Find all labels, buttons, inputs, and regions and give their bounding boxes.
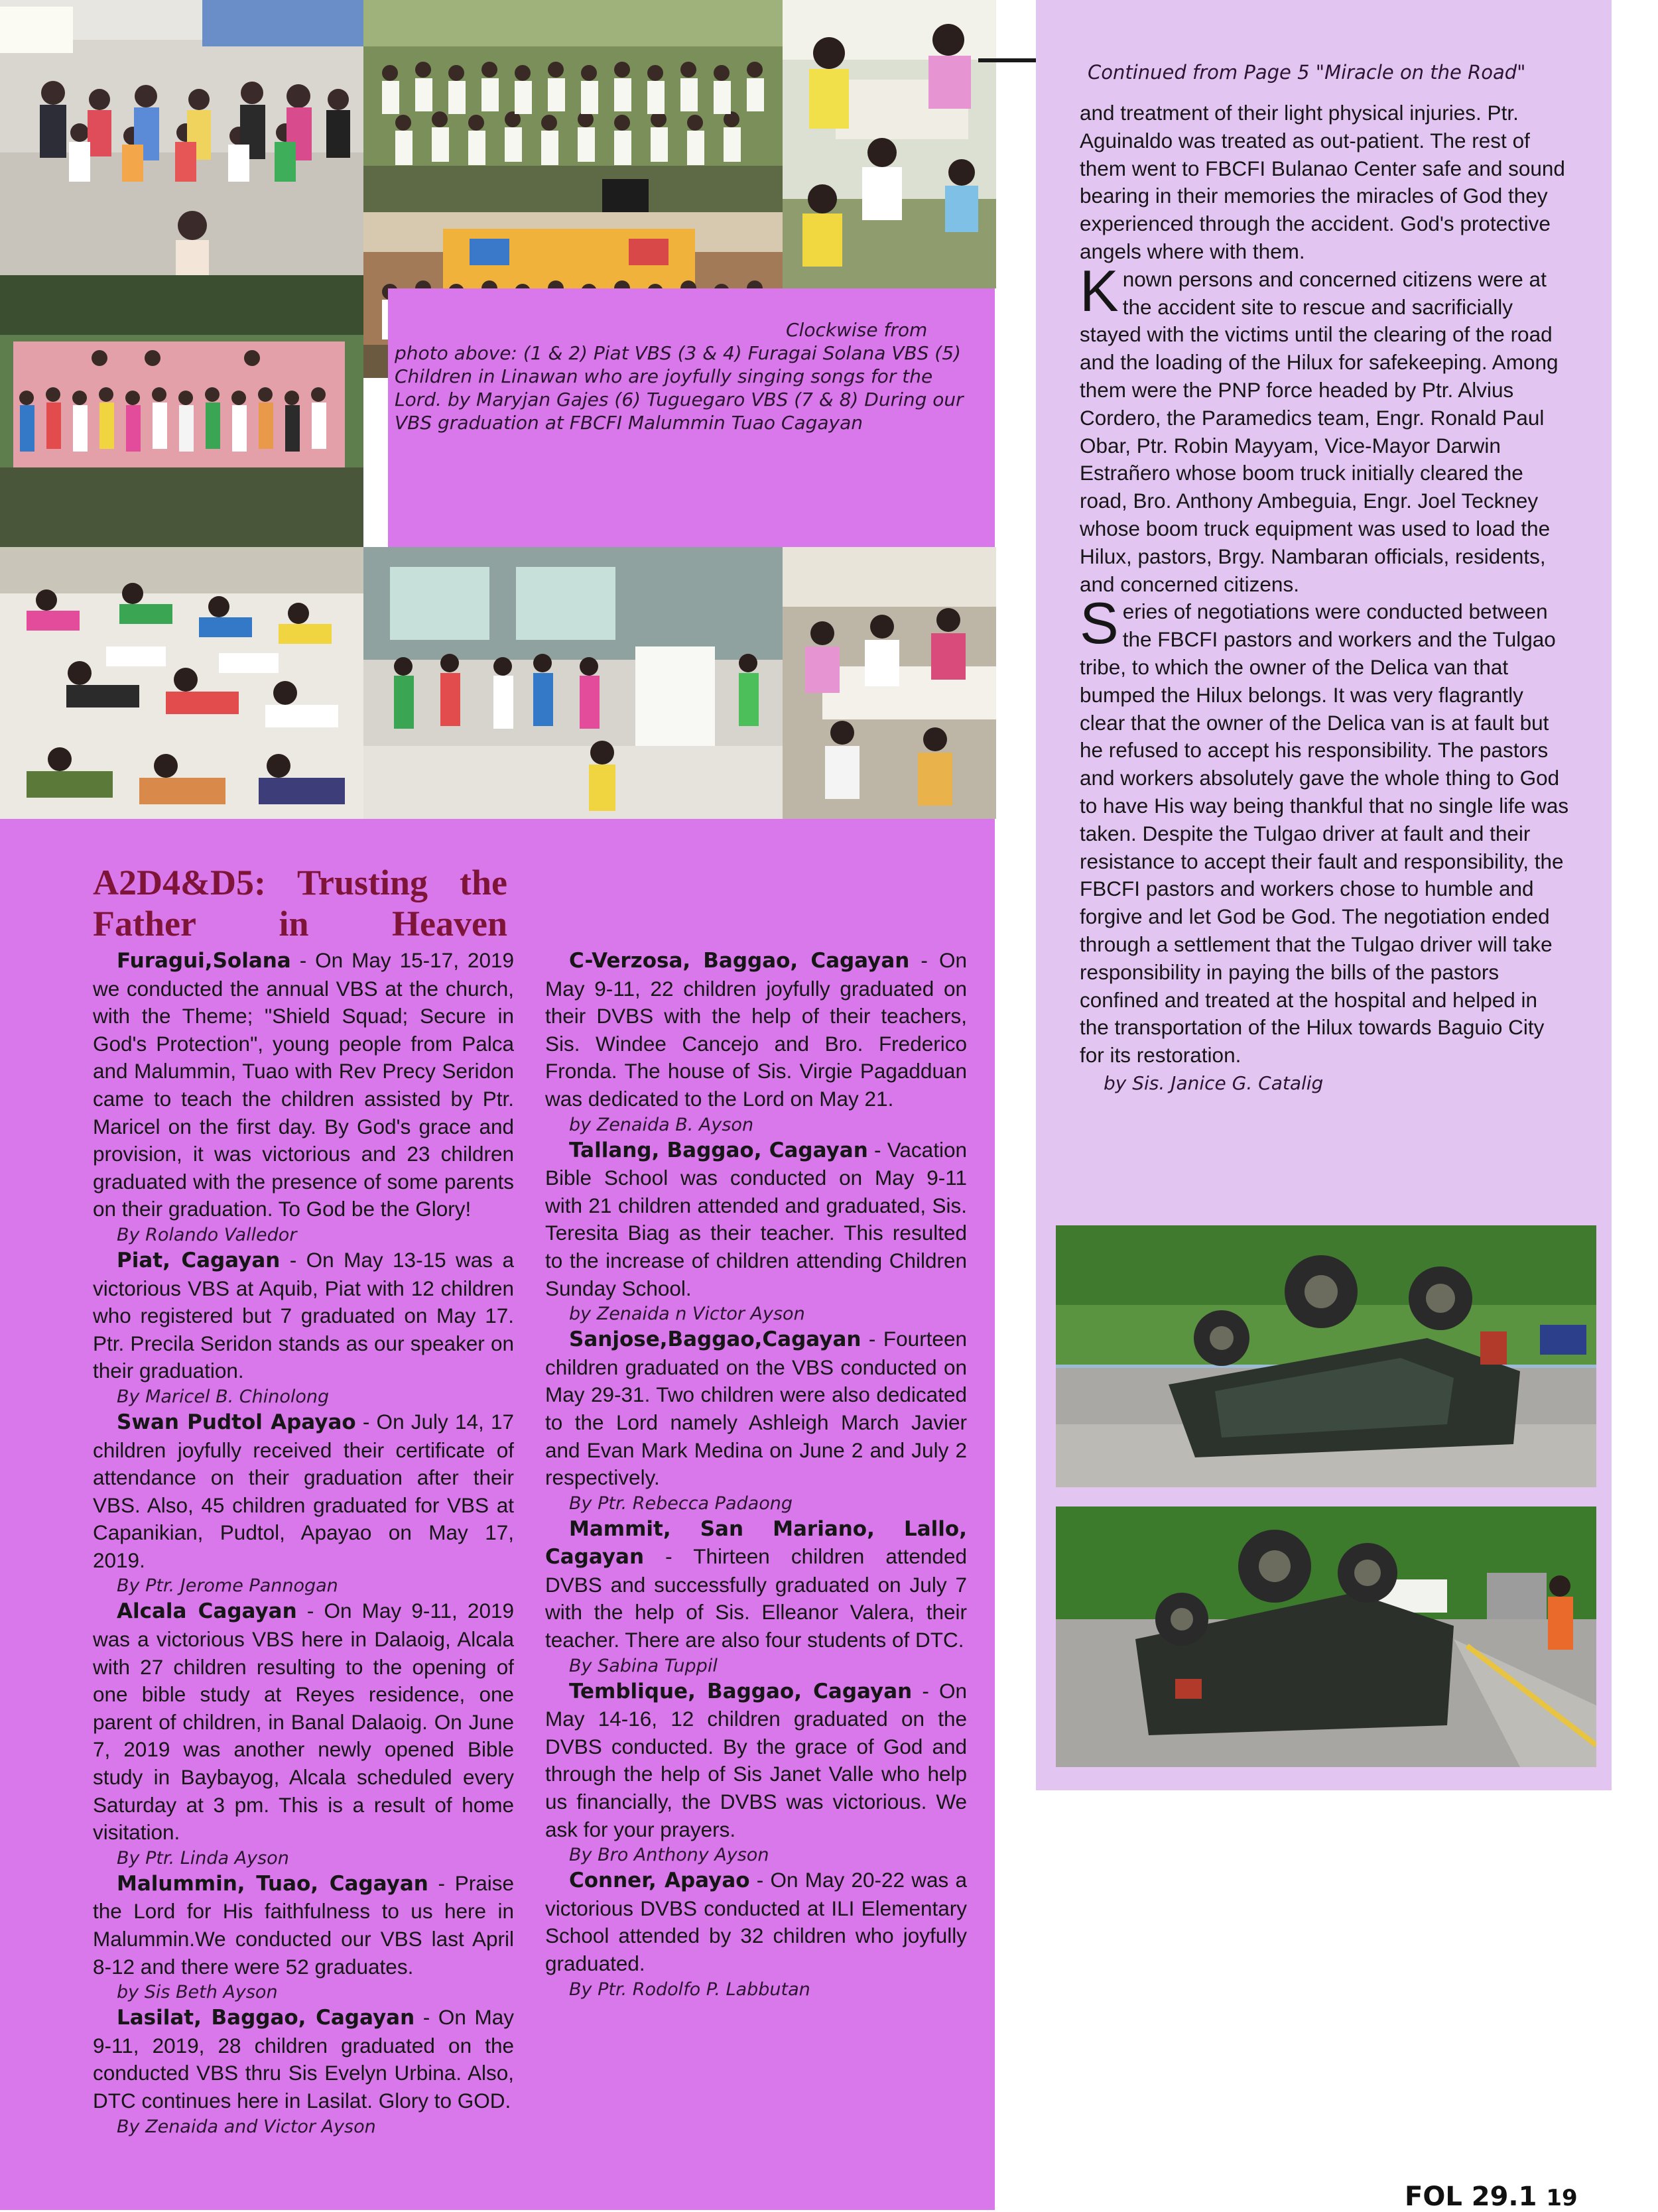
report-malummin: Malummin, Tuao, Cagayan - Praise the Lord for His faithfulness to us here in Malummin.We conducted our VBS last April 8-12 and there were 52 graduates.	[93, 1871, 515, 1979]
byline: By Maricel B. Chinolong	[117, 1386, 330, 1407]
issue-label: FOL 29.1	[1405, 2181, 1537, 2212]
continuation-signature: by Sis. Janice G. Catalig	[1104, 1072, 1324, 1094]
report-sanjose: Sanjose,Baggao,Cagayan - Fourteen children graduated on the VBS conducted on May 29-31. Two children were also dedicated to the Lord namely Ashleigh March Javier and Evan Mark Medina on June 2 and July 2 respectively.	[545, 1327, 967, 1490]
report-piat: Piat, Cagayan - On May 13-15 was a victorious VBS at Aquib, Piat with 12 children who registered but 7 graduated on May 17. Ptr. Precila Seridon stands as our speaker on their graduation.	[93, 1247, 514, 1383]
byline: By Rolando Valledor	[117, 1224, 297, 1245]
report-conner: Conner, Apayao - On May 20-22 was a victorious DVBS conducted at ILI Elementary School attended by 32 children who joyfully graduated.	[545, 1868, 967, 1975]
photo-malummin-graduation	[783, 547, 996, 819]
report-mammit: Mammit, San Mariano, Lallo, Cagayan - Thirteen children attended DVBS and successfully graduated on July 7 with the help of Sis. Elleanor Valera, their teacher. There are also four students of DTC.	[545, 1516, 967, 1652]
drop-cap: S	[1080, 590, 1119, 656]
byline: By Ptr. Rodolfo P. Labbutan	[569, 1979, 810, 2000]
report-swan: Swan Pudtol Apayao - On July 14, 17 children joyfully received their certificate of attendance on their graduation after their VBS. Also, 45 children graduated for VBS at Capanikian, Pudtol, Apayao on May 17, 2019.	[93, 1409, 514, 1572]
photo-linawan-children	[0, 275, 363, 547]
report-tallang: Tallang, Baggao, Cagayan - Vacation Bible School was conducted on May 9-11 with 21 children attended and graduated, Sis. Teresita Biag as their teacher. This resulted to the increase of children attending Children Sunday School.	[545, 1137, 967, 1300]
article-column-2	[545, 947, 967, 2001]
photo-tuguegarao-floor-drawing	[0, 547, 363, 819]
photo-caption: Clockwise from photo above: (1 & 2) Piat VBS (3 & 4) Furagai Solana VBS (5) Children in Linawan who are joyfully singing songs for the Lord. by Maryjan Gajes (6) Tuguegaro VBS (7 & 8) During our VBS graduation at FBCFI Malummin Tuao Cagayan	[395, 319, 964, 434]
page-number: 19	[1546, 2185, 1578, 2211]
photo-overturned-hilux-2	[1056, 1506, 1596, 1767]
report-temblique: Temblique, Baggao, Cagayan - On May 14-16, 12 children graduated on the DVBS conducted. By the grace of God and through the help of Sis Janet Valle who help us financially, the DVBS was victorious. We ask for your prayers.	[545, 1678, 967, 1841]
photo-piat-vbs-stage	[363, 0, 783, 212]
photo-malummin-classroom	[363, 547, 783, 819]
article-column-1	[93, 947, 514, 2138]
byline: By Sabina Tuppil	[569, 1655, 718, 1676]
byline: By Zenaida and Victor Ayson	[117, 2116, 376, 2137]
report-lasilat: Lasilat, Baggao, Cagayan - On May 9-11, 2019, 28 children graduated on the conducted VBS thru Sis Evelyn Urbina. Also, DTC continues here in Lasilat. Glory to GOD.	[93, 2005, 514, 2113]
photo-piat-vbs-group	[0, 0, 363, 275]
continuation-paragraph-3: Series of negotiations were conducted between the FBCFI pastors and workers and the Tulgao tribe, to which the owner of the Delica van that bumped the Hilux belongs. It was very flagrantly clear that the owner of the Delica van is at fault but he refused to accept his responsibility. The pastors and workers absolutely gave the whole thing to God to have His way being thankful that no single life was taken. Despite the Tulgao driver at fault and their resistance to accept their fault and responsibility, the FBCFI pastors and workers chose to humble and forgive and let God be God. The negotiation ended through a settlement that the Tulgao driver will take responsibility in paying the bills of the pastors confined and treated at the hospital and helped in the transportation of the Hilux towards Baguio City for its restoration.	[1080, 590, 1569, 1068]
report-alcala: Alcala Cagayan - On May 9-11, 2019 was a victorious VBS here in Dalaoig, Alcala with 27 children resulting to the opening of one bible study at Reyes residence, one parent of children, in Banal Dalaoig. On June 7, 2019 was another newly opened Bible study in Baybayog, Alcala scheduled every Saturday at 3 pm. This is a result of home visitation.	[93, 1599, 515, 1845]
continuation-paragraph-1: and treatment of their light physical injuries. Ptr. Aguinaldo was treated as out-patient. The rest of them went to FBCFI Bulanao Center safe and sound bearing in their memories the miracles of God they experienced through the accident. God's protective angels where with them.	[1080, 101, 1565, 263]
continued-from-label: Continued from Page 5 "Miracle on the Road"	[1088, 61, 1526, 84]
connector-rule	[978, 58, 1036, 62]
photo-overturned-hilux-1	[1056, 1225, 1596, 1487]
article-title: A2D4&D5: Trusting the Father in Heaven	[93, 863, 507, 944]
byline: By Bro Anthony Ayson	[569, 1845, 769, 1866]
byline: By Ptr. Linda Ayson	[117, 1847, 289, 1869]
drop-cap: K	[1080, 257, 1119, 324]
page-footer	[1405, 2181, 1578, 2212]
byline: By Ptr. Rebecca Padaong	[569, 1493, 793, 1514]
byline: by Zenaida n Victor Ayson	[569, 1304, 805, 1325]
continuation-text	[1080, 99, 1570, 1097]
byline: by Zenaida B. Ayson	[569, 1114, 754, 1135]
report-furagui: Furagui,Solana - On May 15-17, 2019 we conducted the annual VBS at the church, with the Theme; "Shield Squad; Secure in God's Protection", young people from Palca and Malummin, Tuao with Rev Precy Seridon came to teach the children assisted by Ptr. Maricel on the first day. By God's grace and provision, it was victorious and 23 children graduated with the presence of some parents on their graduation. To God be the Glory!	[93, 948, 514, 1221]
byline: By Ptr. Jerome Pannogan	[117, 1575, 338, 1597]
report-cverzosa: C-Verzosa, Baggao, Cagayan - On May 9-11, 22 children joyfully graduated on their DVBS with the help of their teachers, Sis. Windee Cancejo and Bro. Frederico Fronda. The house of Sis. Virgie Pagadduan was dedicated to the Lord on May 21.	[545, 948, 967, 1111]
photo-furagai-class-writing	[783, 0, 996, 288]
continuation-paragraph-2: Known persons and concerned citizens were at the accident site to rescue and sacrificially stayed with the victims until the clearing of the road and the loading of the Hilux for safekeeping. Among them were the PNP force headed by Ptr. Alvius Cordero, the Paramedics team, Engr. Ronald Paul Obar, Ptr. Robin Mayyam, Vice-Mayor Darwin Estrañero whose boom truck initially cleared the road, Bro. Anthony Ambeguia, Engr. Joel Teckney whose boom truck equipment was used to load the Hilux, pastors, Brgy. Nambaran officials, residents, and concerned citizens.	[1080, 257, 1559, 596]
byline: by Sis Beth Ayson	[117, 1982, 278, 2003]
